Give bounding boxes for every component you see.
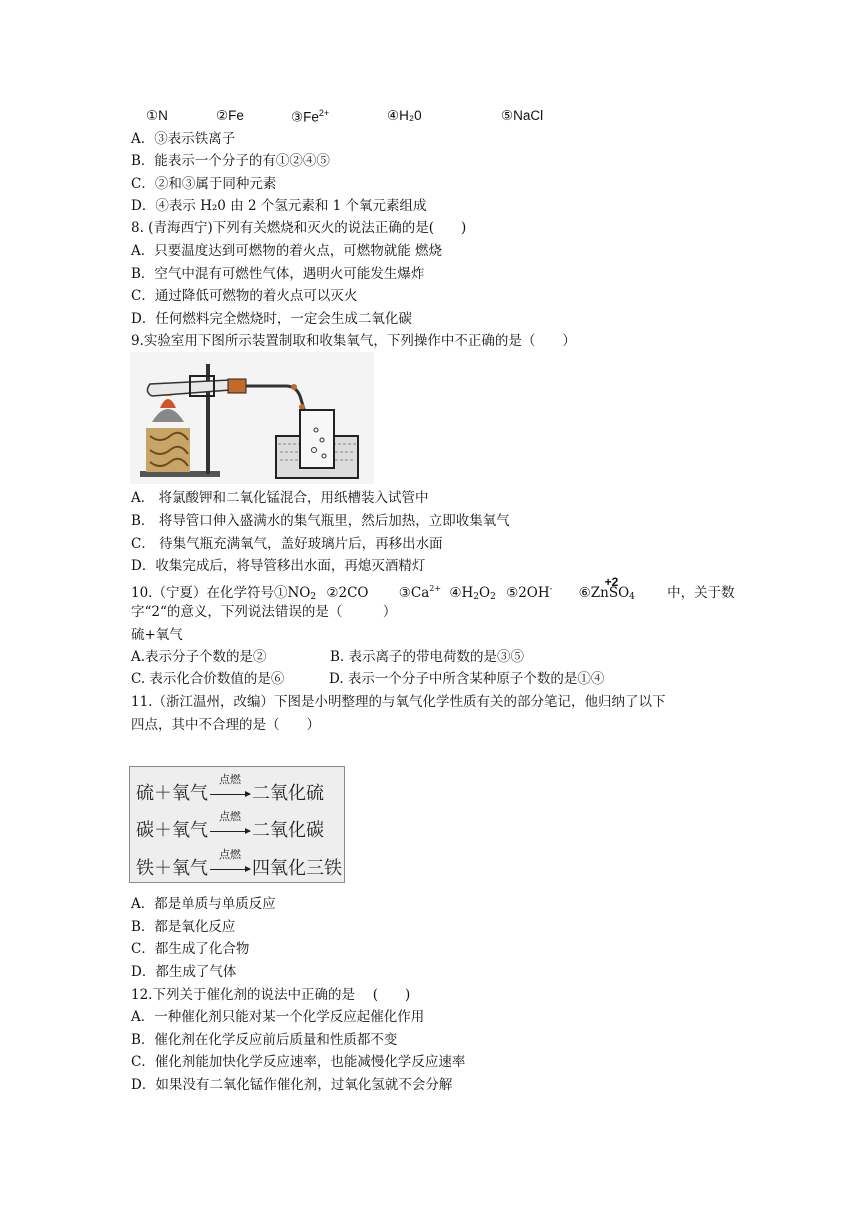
symbol-4: ④H₂0 (387, 108, 422, 123)
q10-stem-line2: 字“2“的意义，下列说法错误的是（ ） (131, 604, 397, 620)
q7-option-d: D．④表示 H₂0 由 2 个氢元素和 1 个氧元素组成 (131, 198, 427, 214)
q11-stem-line2: 四点，其中不合理的是（ ） (131, 717, 320, 733)
q8-option-a: A．只要温度达到可燃物的着火点，可燃物就能 燃烧 (131, 243, 443, 259)
q7-option-a: A．③表示铁离子 (131, 131, 236, 147)
q11-option-d: D．都生成了气体 (131, 964, 237, 980)
q9-option-d: D．收集完成后，将导管移出水面，再熄灭酒精灯 (131, 558, 426, 574)
q12-option-a: A．一种催化剂只能对某一个化学反应起催化作用 (131, 1009, 425, 1025)
equation-1: 硫＋氧气 点燃 二氧化硫 (136, 773, 324, 804)
q8-option-d: D．任何燃料完全燃烧时，一定会生成二氧化碳 (131, 311, 412, 327)
q11-option-b: B．都是氧化反应 (131, 919, 236, 935)
q11-option-c: C．都生成了化合物 (131, 941, 250, 957)
q10-stem-line1: 10.（宁夏）在化学符号$①NO_2$ ②2CO $③Ca^{2+}$ $④H_2O_2$ ⑤2OH- ⑥ZnSO$_4$ +2 中，关于数 (131, 575, 735, 602)
q9-stem: 9.实验室用下图所示装置制取和收集氧气，下列操作中不正确的是（ ） (131, 333, 576, 349)
q9-option-c: C． 待集气瓶充满氧气，盖好玻璃片后，再移出水面 (131, 536, 443, 552)
equation-2: 碳＋氧气 点燃 二氧化碳 (136, 810, 324, 841)
symbol-1: ①N (146, 108, 168, 123)
oxygen-apparatus-figure (130, 352, 374, 484)
q11-stem-line1: 11.（浙江温州，改编）下图是小明整理的与氧气化学性质有关的部分笔记，他归纳了以下 (131, 694, 666, 710)
q9-option-a: A． 将氯酸钾和二氧化锰混合，用纸槽装入试管中 (131, 490, 429, 506)
equation-3: 铁＋氧气 点燃 四氧化三铁 (136, 848, 342, 879)
q10-option-a: A.表示分子个数的是② (131, 649, 267, 665)
q10-option-d: D. 表示一个分子中所含某种原子个数的是①④ (329, 671, 605, 687)
valence-mark: +2 (604, 575, 619, 589)
stray-text: 硫+氧气 (131, 627, 183, 643)
q12-option-d: D．如果没有二氧化锰作催化剂，过氧化氢就不会分解 (131, 1077, 453, 1093)
equations-figure (129, 766, 345, 883)
q8-option-c: C．通过降低可燃物的着火点可以灭火 (131, 288, 358, 304)
q10-option-c: C. 表示化合价数值的是⑥ (131, 671, 285, 687)
q10-option-b: B. 表示离子的带电荷数的是③⑤ (330, 649, 525, 665)
q8-stem: 8. (青海西宁)下列有关燃烧和灭火的说法正确的是( ) (131, 220, 467, 236)
q11-option-a: A．都是单质与单质反应 (131, 896, 276, 912)
symbol-3: $③Fe^{2+}$ (291, 108, 330, 125)
symbol-5: ⑤NaCl (501, 108, 544, 123)
q12-option-c: C．催化剂能加快化学反应速率，也能减慢化学反应速率 (131, 1054, 466, 1070)
q8-option-b: B．空气中混有可燃性气体，遇明火可能发生爆炸 (131, 266, 425, 282)
q12-option-b: B．催化剂在化学反应前后质量和性质都不变 (131, 1032, 398, 1048)
q12-stem: 12.下列关于催化剂的说法中正确的是 ( ) (131, 987, 411, 1003)
q7-option-b: B．能表示一个分子的有①②④⑤ (131, 153, 330, 169)
q7-option-c: C．②和③属于同种元素 (131, 176, 277, 192)
q9-option-b: B． 将导管口伸入盛满水的集气瓶里，然后加热，立即收集氧气 (131, 513, 510, 529)
symbol-2: ②Fe (216, 108, 244, 123)
